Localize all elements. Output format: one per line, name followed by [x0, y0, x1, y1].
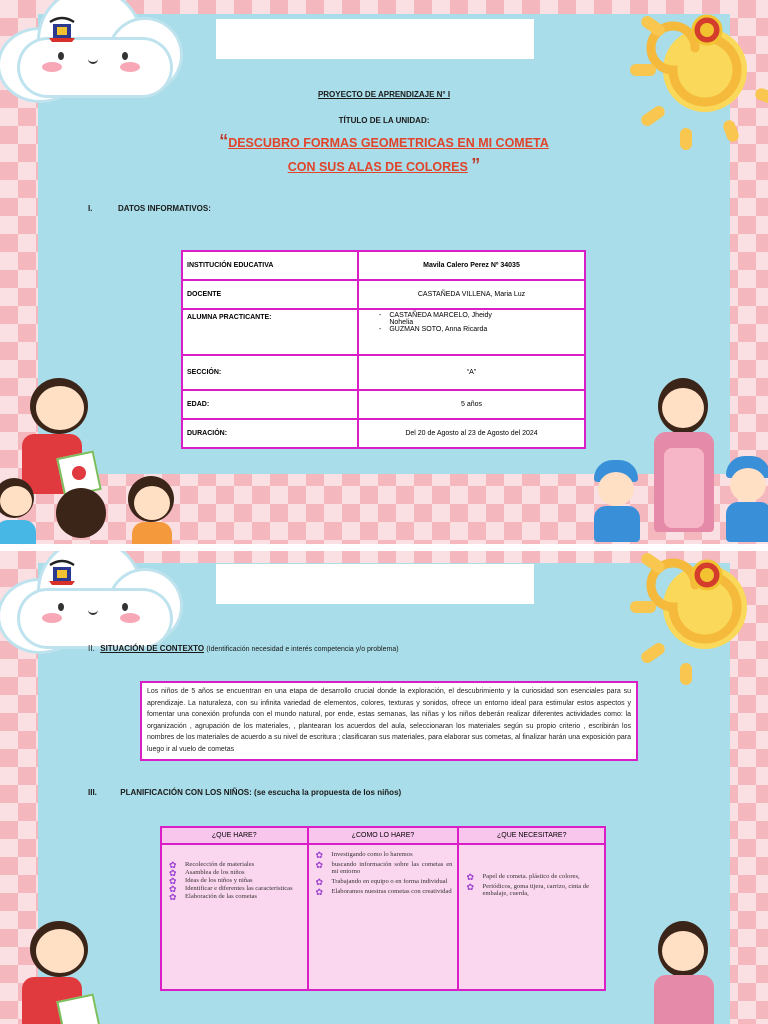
list-item: - GUZMAN SOTO, Anna Ricarda: [379, 326, 488, 333]
table-row: [182, 390, 585, 419]
list-item: ✿ Elaboración de las cometas: [169, 892, 257, 902]
child-illustration: [0, 476, 40, 544]
flower-bullet-icon: ✿: [466, 872, 475, 882]
list-item: ✿ Periódicos, goma tijera, carrizo, cinta de embalaje, cuerda,: [466, 882, 590, 897]
unit-label: TÍTULO DE LA UNIDAD:: [338, 116, 430, 125]
section-2-heading: [88, 644, 399, 653]
info-key: SECCIÓN:: [182, 355, 358, 390]
flower-bullet-icon: ✿: [466, 882, 475, 892]
close-quote: ”: [471, 155, 481, 175]
list-item: - CASTAÑEDA MARCELO, Jheidy Nohelia: [379, 312, 492, 326]
planning-table: [160, 826, 606, 991]
teacher-illustration: [650, 921, 730, 1024]
section-3-label: PLANIFICACIÓN CON LOS NIÑOS:: [120, 788, 252, 797]
undac-logo: [46, 557, 78, 587]
unit-title: [0, 130, 768, 178]
section-1-heading: [88, 204, 211, 213]
child-illustration: [124, 476, 184, 544]
header-white-box: [216, 19, 534, 59]
page-gap: [0, 544, 768, 551]
child-illustration: [722, 456, 768, 544]
teacher-girl-illustration: [20, 921, 110, 1024]
project-title: PROYECTO DE APRENDIZAJE N° I: [317, 90, 451, 99]
info-table: [181, 250, 586, 449]
table-row: [161, 844, 605, 990]
unit-title-line2: CON SUS ALAS DE COLORES: [287, 160, 468, 174]
flower-bullet-icon: ✿: [169, 884, 177, 894]
info-value: “A”: [358, 355, 585, 390]
section-2-detail: (Identificación necesidad e interés competencia y/o problema): [206, 646, 399, 653]
column-header: ¿QUE NECESITARE?: [458, 827, 605, 844]
header-white-box: [216, 564, 534, 604]
list-item: ✿ Investigando como lo haremos: [315, 850, 413, 860]
section-3-number: III.: [88, 788, 97, 797]
undac-logo: [46, 14, 78, 44]
table-row: [182, 355, 585, 390]
plan-cell-what: [161, 844, 308, 990]
flower-bullet-icon: ✿: [315, 887, 324, 897]
flower-bullet-icon: ✿: [169, 876, 177, 886]
info-value: CASTAÑEDA VILLENA, Maria Luz: [358, 280, 585, 309]
list-item: ✿ Trabajando en equipo o en forma individual: [315, 877, 448, 887]
table-row: [182, 419, 585, 448]
table-header-row: [161, 827, 605, 844]
table-row: [182, 280, 585, 309]
flower-bullet-icon: ✿: [315, 850, 324, 860]
table-row: [182, 251, 585, 280]
teacher-illustration: [640, 378, 730, 544]
section-2-number: II.: [88, 644, 95, 653]
sun-illustration: [610, 551, 760, 687]
list-item: ✿ Asamblea de los niños: [169, 868, 245, 878]
list-item: ✿ Ideas de los niños y niñas: [169, 876, 253, 886]
child-illustration: [56, 488, 112, 544]
column-header: ¿QUE HARE?: [161, 827, 308, 844]
flower-bullet-icon: ✿: [169, 860, 177, 870]
list-item: ✿ Elaboramos nuestras cometas con creatividad: [315, 887, 452, 897]
info-key: DURACIÓN:: [182, 419, 358, 448]
info-key: INSTITUCIÓN EDUCATIVA: [182, 251, 358, 280]
table-row: [182, 309, 585, 355]
section-1-number: I.: [88, 204, 93, 213]
section-2-label: SITUACIÓN DE CONTEXTO: [100, 644, 205, 653]
info-key: DOCENTE: [182, 280, 358, 309]
info-key: EDAD:: [182, 390, 358, 419]
info-value: Del 20 de Agosto al 23 de Agosto del 2024: [358, 419, 585, 448]
list-item: ✿ buscando información sobre las cometas en mi entorno: [315, 860, 453, 875]
flower-bullet-icon: ✿: [315, 860, 324, 870]
flower-bullet-icon: ✿: [169, 868, 177, 878]
flower-bullet-icon: ✿: [315, 877, 324, 887]
unit-title-line1: DESCUBRO FORMAS GEOMETRICAS EN MI COMETA: [228, 136, 549, 150]
column-header: ¿COMO LO HARE?: [308, 827, 459, 844]
school-crest-logo: [690, 14, 722, 44]
info-value: Mavila Calero Perez Nº 34035: [358, 251, 585, 280]
open-quote: “: [219, 131, 229, 151]
section-1-label: DATOS INFORMATIVOS:: [118, 204, 211, 213]
list-item: ✿ Papel de cometa. plástico de colores,: [466, 872, 580, 882]
context-text-box: Los niños de 5 años se encuentran en una etapa de desarrollo crucial donde la exploración, el descubrimiento y la curiosidad son esenciales para su aprendizaje. La naturaleza, con su infinita variedad de elementos, colores, texturas y sonidos, ofrece un entorno ideal para estimular estos aspectos y fomentar una conexión profunda con el mundo natural, por ende, estas semanas, las niñas y los niños deberán realizar diferentes actividades como: la organización , agrupación de los materiales, , plantearan los acuerdos del aula, seleccionaran los materiales según su propio criterio , escribirán los nombres de los materiales de acuerdo a su nivel de escritura ; clasificaran sus materiales, para elaborar sus cometas, al finalizar harán una exposición para luego ir al vuelo de cometas: [140, 681, 638, 761]
list-item: ✿ Recolección de materiales: [169, 860, 255, 870]
section-3-detail: (se escucha la propuesta de los niños): [254, 788, 402, 797]
info-value: 5 años: [358, 390, 585, 419]
school-crest-logo: [690, 559, 722, 589]
child-illustration: [590, 460, 650, 544]
info-value-list: [358, 309, 585, 355]
plan-cell-how: [308, 844, 459, 990]
info-key: ALUMNA PRACTICANTE:: [182, 309, 358, 355]
section-3-heading: [88, 788, 401, 797]
plan-cell-needs: [458, 844, 605, 990]
list-item: ✿ Identificar e diferentes las caracteristicas: [169, 884, 293, 894]
flower-bullet-icon: ✿: [169, 892, 177, 902]
